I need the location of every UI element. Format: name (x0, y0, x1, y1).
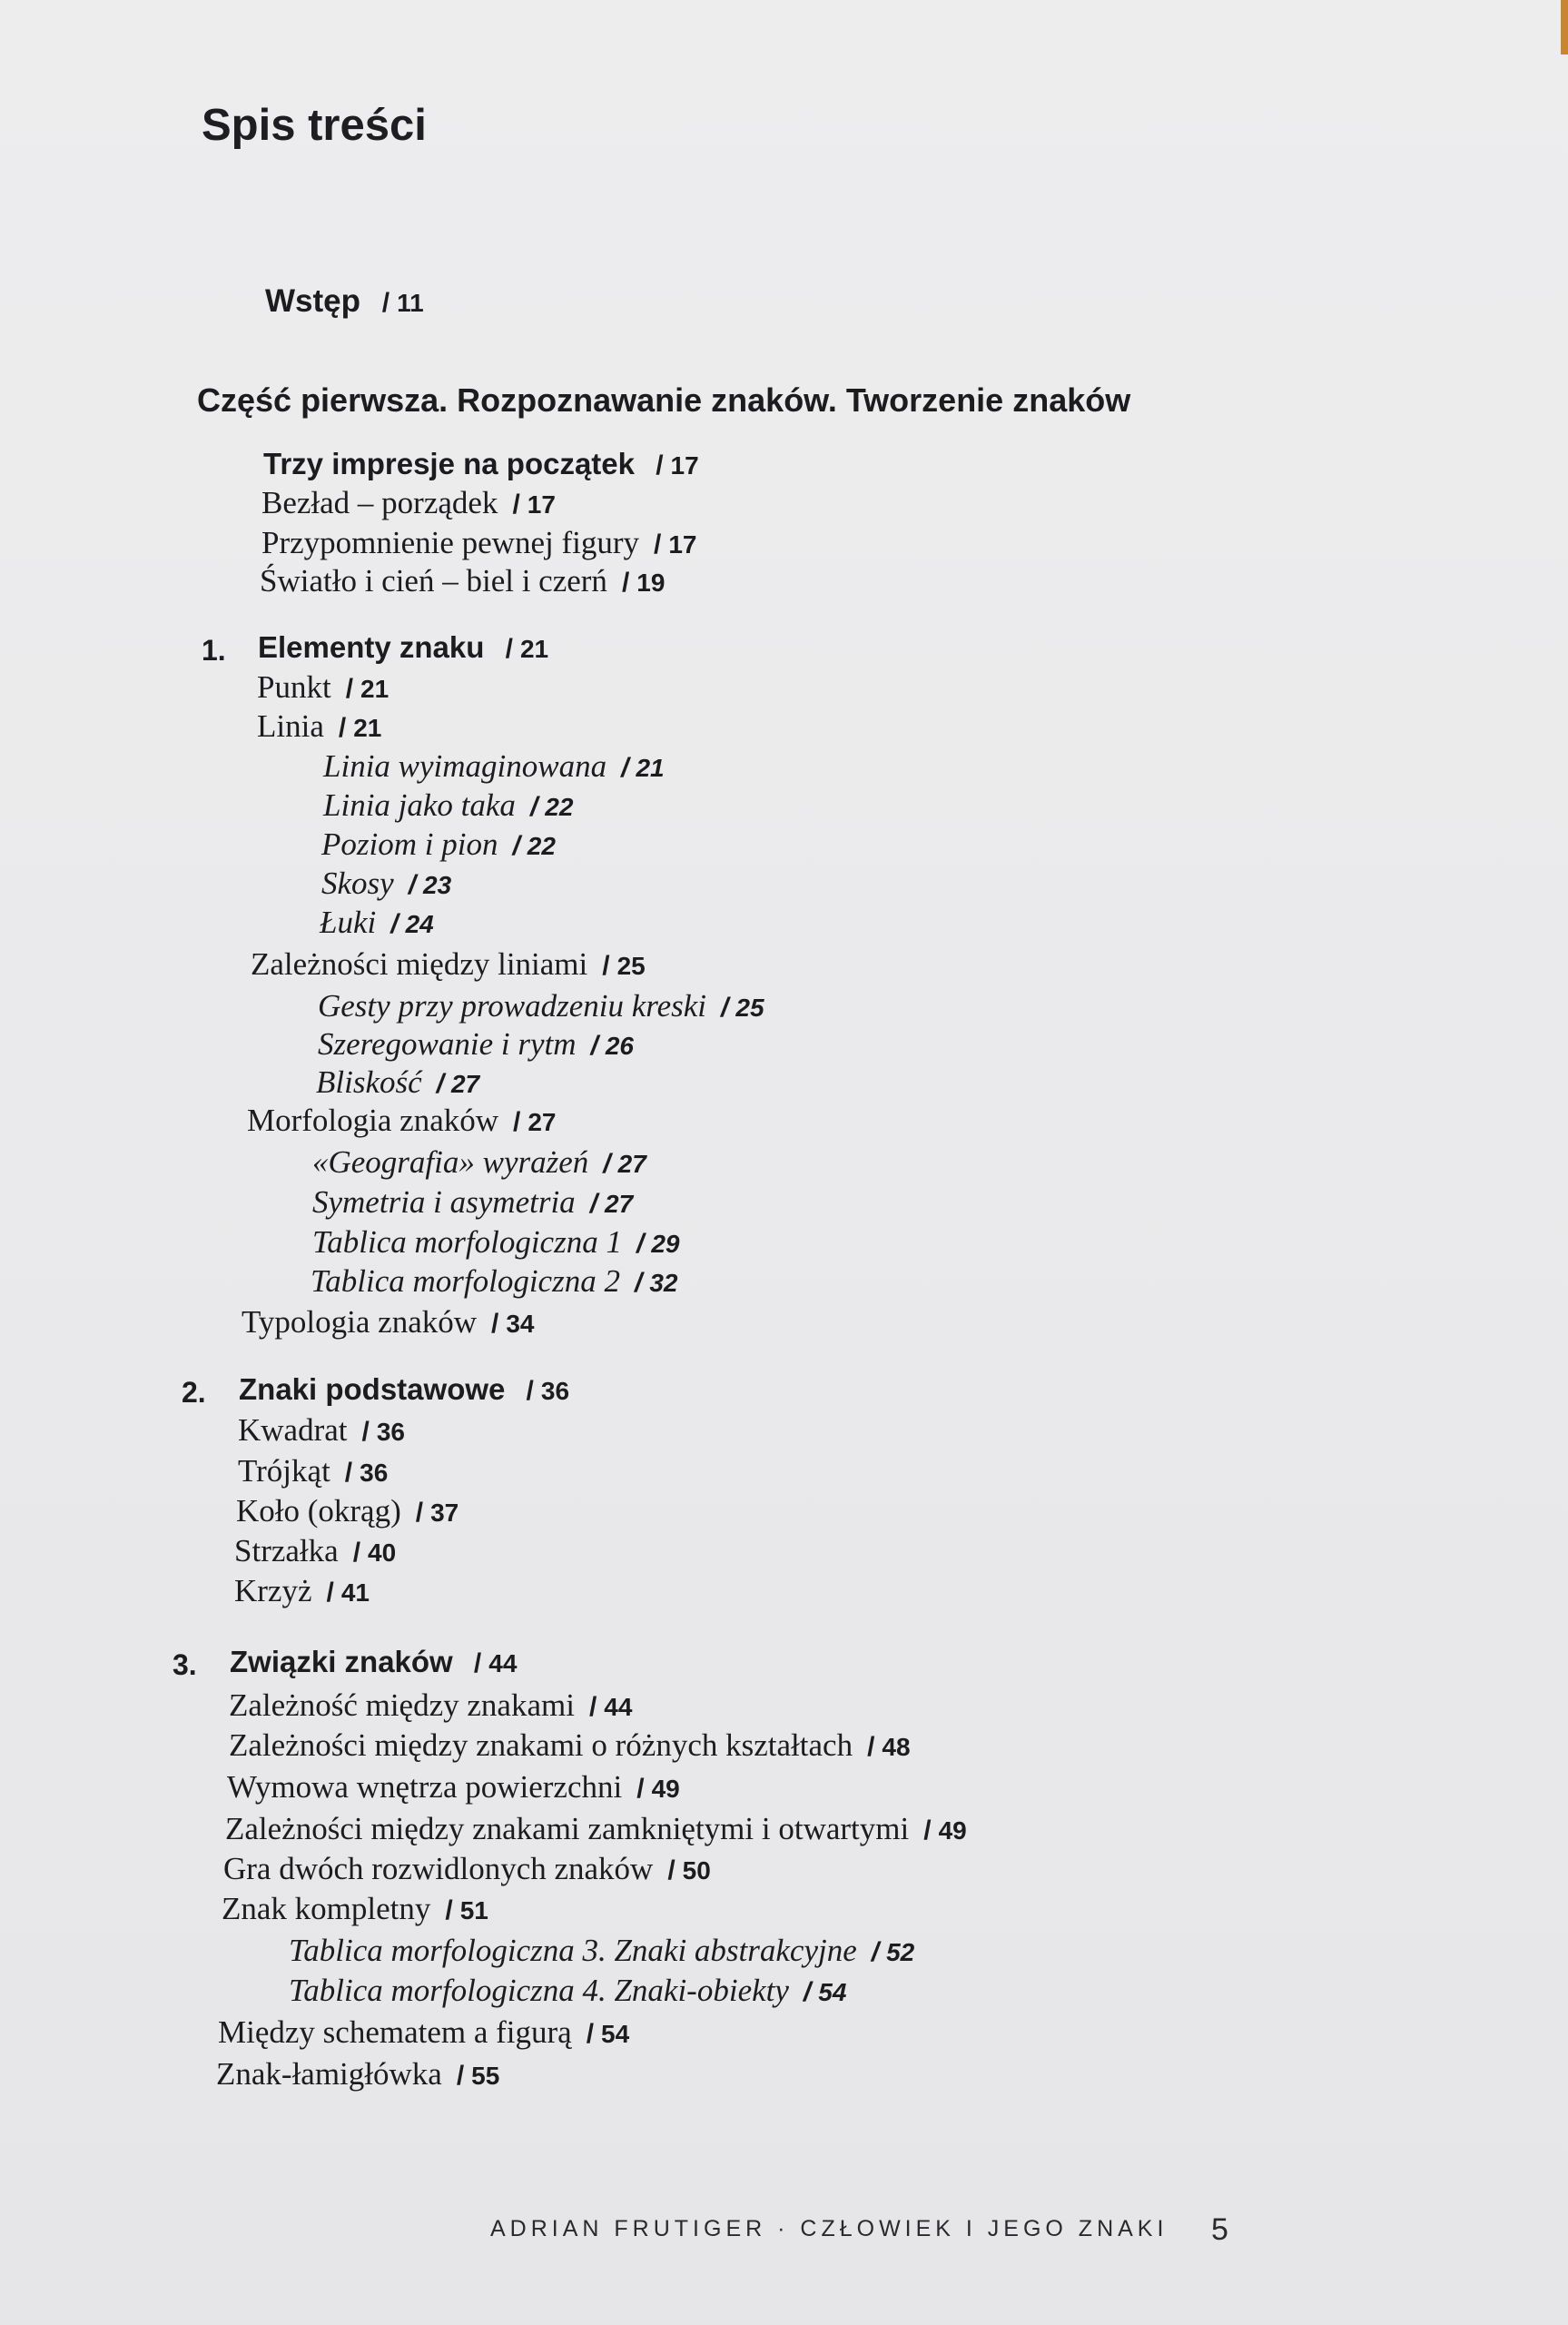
toc-entry[interactable] (318, 1028, 634, 1060)
entry-label: Tablica morfologiczna 2 (311, 1263, 620, 1299)
page-ref: / 17 (512, 490, 556, 519)
entry-label: Strzałka (234, 1533, 339, 1568)
page-ref: 17 (670, 451, 699, 480)
page-ref: / 55 (456, 2061, 500, 2091)
page-ref: / 24 (390, 909, 434, 939)
chapter-number: 1. (202, 634, 226, 667)
page-ref: / 40 (352, 1538, 397, 1568)
toc-entry[interactable] (234, 1575, 370, 1607)
entry-label: Znak-łamigłówka (216, 2056, 442, 2092)
toc-entry[interactable] (261, 527, 697, 559)
page-ref: / 41 (326, 1578, 370, 1608)
toc-entry-impressions[interactable] (263, 449, 699, 480)
chapter-heading[interactable] (230, 1647, 517, 1677)
page-ref: / 48 (867, 1732, 911, 1762)
page-ref: / 44 (588, 1692, 633, 1722)
separator: / (381, 288, 390, 318)
separator: / (473, 1648, 482, 1678)
toc-entry[interactable] (257, 671, 389, 703)
running-footer: ADRIAN FRUTIGER · CZŁOWIEK I JEGO ZNAKI (490, 2216, 1169, 2241)
toc-entry[interactable] (312, 1146, 646, 1178)
page-ref: / 49 (636, 1774, 680, 1804)
chapter-number: 3. (173, 1648, 197, 1681)
page-ref: / 26 (590, 1031, 634, 1061)
page-ref: / 25 (721, 993, 764, 1023)
toc-entry[interactable] (321, 828, 556, 860)
toc-entry[interactable] (323, 789, 573, 821)
toc-entry[interactable] (312, 1226, 679, 1258)
toc-entry[interactable] (238, 1414, 405, 1446)
entry-label: Linia jako taka (323, 787, 516, 823)
entry-label: Zależność między znakami (229, 1687, 575, 1723)
chapter-heading[interactable] (239, 1374, 569, 1405)
page-ref: / 23 (408, 870, 452, 900)
entry-label: Trójkąt (238, 1453, 330, 1489)
entry-label: Punkt (257, 669, 331, 705)
chapter-heading[interactable] (258, 632, 548, 663)
entry-label: Typologia znaków (242, 1304, 478, 1340)
page-title: Spis treści (202, 101, 427, 150)
toc-entry[interactable] (234, 1535, 396, 1567)
entry-label: Poziom i pion (321, 826, 498, 862)
toc-entry[interactable] (257, 710, 381, 742)
entry-label: Symetria i asymetria (312, 1184, 576, 1220)
toc-entry[interactable] (247, 1104, 557, 1136)
separator: / (656, 450, 664, 480)
entry-label: Światło i cień – biel i czerń (260, 563, 607, 599)
page-ref: / 51 (445, 1895, 488, 1925)
page-ref: / 22 (529, 792, 574, 822)
entry-label: Bezład – porządek (261, 485, 498, 520)
toc-entry[interactable] (229, 1729, 911, 1761)
entry-label: Znaki podstawowe (239, 1372, 506, 1406)
entry-label: Zależności między znakami zamkniętymi i otwartymi (225, 1811, 910, 1846)
entry-label: «Geografia» wyrażeń (312, 1144, 589, 1180)
page-ref: / 50 (667, 1855, 711, 1885)
page-ref: / 49 (923, 1815, 967, 1845)
toc-entry[interactable] (216, 2058, 499, 2090)
page-ref: / 17 (654, 529, 697, 559)
separator: / (505, 634, 513, 664)
page-ref: 36 (540, 1377, 570, 1405)
toc-entry[interactable] (236, 1495, 459, 1527)
entry-label: Wymowa wnętrza powierzchni (227, 1769, 623, 1805)
entry-label: Krzyż (234, 1573, 312, 1608)
page-ref: / 37 (415, 1498, 459, 1528)
entry-label: Linia wyimaginowana (323, 748, 607, 784)
chapter-number: 2. (182, 1376, 206, 1409)
page-ref: 44 (488, 1649, 518, 1677)
entry-label: Linia (257, 708, 324, 744)
entry-label: Morfologia znaków (247, 1103, 499, 1138)
entry-label: Bliskość (316, 1064, 422, 1100)
page-ref: / 21 (621, 753, 665, 783)
entry-label: Związki znaków (230, 1645, 453, 1678)
page-ref: / 21 (338, 713, 382, 743)
toc-entry[interactable] (311, 1265, 677, 1297)
page-number: 5 (1211, 2212, 1228, 2247)
entry-label: Przypomnienie pewnej figury (261, 525, 640, 560)
toc-entry[interactable] (242, 1306, 535, 1338)
page-ref: / 27 (589, 1189, 634, 1219)
page-ref: 21 (519, 635, 549, 663)
page-ref: / 54 (803, 1977, 847, 2007)
entry-label: Znak kompletny (222, 1891, 431, 1926)
page-ref: / 21 (345, 674, 390, 704)
toc-entry[interactable] (289, 1974, 846, 2006)
entry-label: Trzy impresje na początek (263, 447, 636, 480)
page-ref: / 27 (513, 1107, 557, 1137)
toc-entry-intro[interactable] (265, 285, 424, 317)
entry-label: Zależności między znakami o różnych kształtach (229, 1727, 853, 1763)
page-ref: / 36 (344, 1458, 389, 1488)
page-ref: / 25 (602, 951, 646, 981)
entry-label: Skosy (321, 866, 394, 901)
entry-label: Między schematem a figurą (218, 2014, 572, 2050)
page-ref: / 34 (491, 1309, 535, 1339)
entry-label: Elementy znaku (258, 630, 485, 664)
toc-entry[interactable] (225, 1813, 967, 1845)
toc-entry[interactable] (222, 1893, 488, 1924)
page-ref: / 29 (636, 1229, 680, 1259)
entry-label: Wstęp (265, 283, 360, 319)
entry-label: Gesty przy prowadzeniu kreski (318, 988, 707, 1024)
toc-entry[interactable] (227, 1771, 680, 1803)
page-ref: / 27 (436, 1069, 480, 1099)
entry-label: Szeregowanie i rytm (318, 1026, 577, 1062)
part-heading: Część pierwsza. Rozpoznawanie znaków. Tworzenie znaków (197, 381, 1131, 419)
toc-entry[interactable] (289, 1934, 914, 1966)
toc-entry[interactable] (318, 990, 764, 1022)
entry-label: Tablica morfologiczna 4. Znaki-obiekty (289, 1973, 789, 2008)
toc-entry[interactable] (323, 750, 665, 782)
page-ref: / 54 (586, 2019, 630, 2049)
page-ref: / 36 (361, 1417, 406, 1447)
page-ref: / 22 (512, 831, 556, 861)
separator: / (526, 1376, 534, 1406)
page-ref: / 19 (621, 568, 666, 598)
toc-entry[interactable] (312, 1186, 633, 1218)
toc-entry[interactable] (260, 565, 665, 597)
page-ref: 11 (397, 289, 424, 317)
page-ref: / 32 (634, 1268, 678, 1298)
entry-label: Kwadrat (238, 1412, 348, 1448)
page-edge (1561, 0, 1568, 54)
entry-label: Tablica morfologiczna 3. Znaki abstrakcyjne (289, 1933, 857, 1968)
entry-label: Zależności między liniami (251, 946, 588, 982)
toc-entry[interactable] (261, 487, 556, 519)
entry-label: Koło (okrąg) (236, 1493, 401, 1529)
page-ref: / 52 (871, 1937, 915, 1967)
toc-entry[interactable] (238, 1455, 388, 1487)
toc-entry[interactable] (218, 2016, 629, 2048)
toc-entry[interactable] (321, 867, 451, 899)
page-ref: / 27 (603, 1149, 646, 1179)
toc-entry[interactable] (316, 1066, 479, 1098)
toc-entry[interactable] (223, 1853, 711, 1885)
toc-entry[interactable] (229, 1689, 632, 1721)
entry-label: Łuki (320, 905, 377, 940)
toc-entry[interactable] (251, 948, 646, 980)
toc-entry[interactable] (320, 906, 434, 938)
entry-label: Gra dwóch rozwidlonych znaków (223, 1851, 654, 1886)
entry-label: Tablica morfologiczna 1 (312, 1224, 622, 1260)
